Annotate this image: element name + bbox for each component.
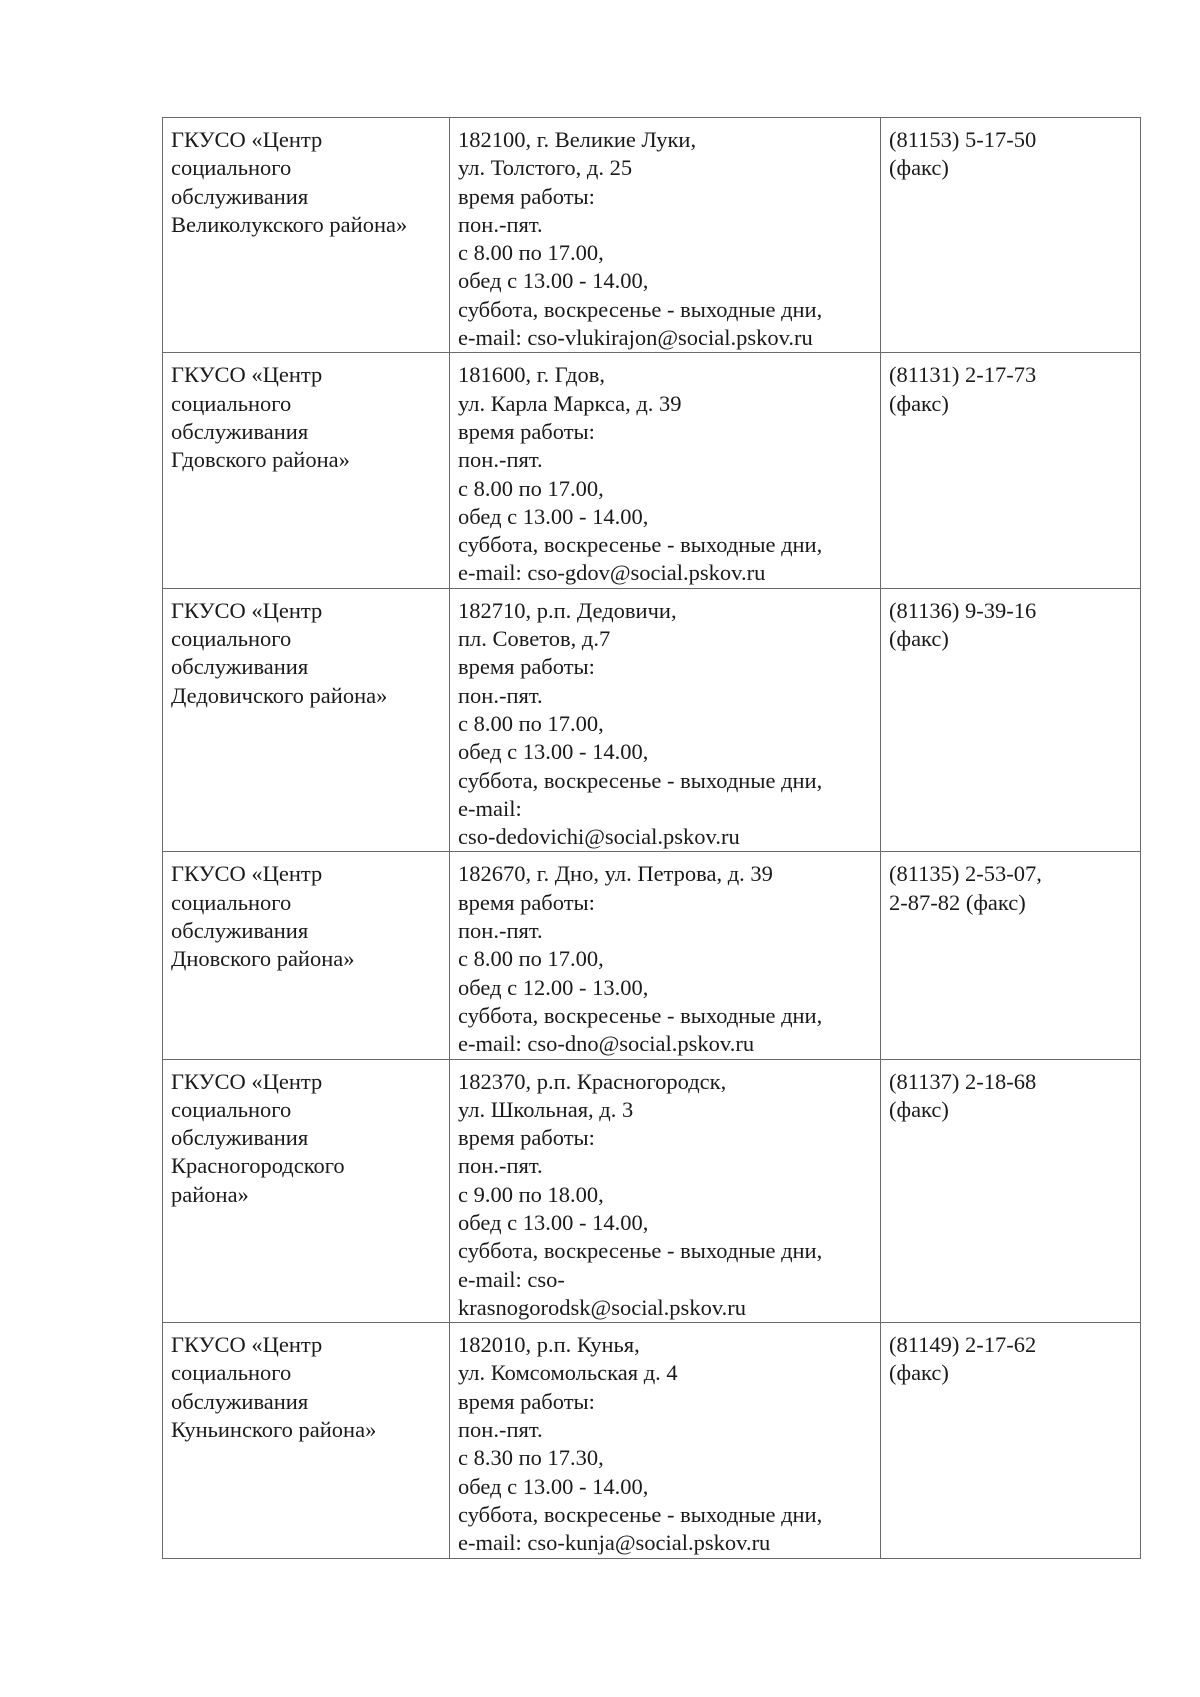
address-line: ул. Комсомольская д. 4 — [458, 1360, 678, 1386]
address-line: время работы: — [458, 418, 595, 444]
address-line: с 8.30 по 17.30, — [458, 1445, 604, 1471]
phone-cell — [881, 353, 1141, 588]
phone-line: (факс) — [889, 155, 949, 181]
organization-line: ГКУСО «Центр — [171, 1332, 323, 1358]
address-cell — [450, 1059, 881, 1323]
table-row — [163, 1059, 1141, 1323]
organization-line: социального — [171, 155, 292, 181]
phone-line: (факс) — [889, 1360, 949, 1386]
address-cell — [450, 588, 881, 852]
address-line: 182100, г. Великие Луки, — [458, 127, 697, 152]
organization-line: Куньинского района» — [171, 1417, 377, 1443]
organization-line: социального — [171, 1096, 292, 1122]
organization-line: социального — [171, 626, 292, 652]
address-line: 181600, г. Гдов, — [458, 362, 605, 388]
address-line: с 8.00 по 17.00, — [458, 710, 604, 736]
phone-cell — [881, 588, 1141, 852]
address-line: время работы: — [458, 1125, 595, 1151]
phone-line: (81149) 2-17-62 — [889, 1332, 1037, 1358]
address-line: пон.-пят. — [458, 1153, 543, 1179]
address-line: обед с 13.00 - 14.00, — [458, 503, 649, 529]
organization-line: Гдовского района» — [171, 447, 350, 473]
address-line: суббота, воскресенье - выходные дни, — [458, 767, 823, 793]
table-row — [163, 118, 1141, 353]
organization-line: социального — [171, 390, 292, 416]
organization-line: обслуживания — [171, 183, 309, 209]
phone-line: 2-87-82 (факс) — [889, 889, 1026, 915]
address-line: 182710, р.п. Дедовичи, — [458, 597, 677, 623]
organization-line: ГКУСО «Центр — [171, 362, 323, 388]
table-row — [163, 353, 1141, 588]
organization-line: ГКУСО «Центр — [171, 127, 323, 152]
phone-line: (факс) — [889, 1096, 949, 1122]
address-line: e-mail: cso- — [458, 1266, 565, 1292]
phone-line: (81153) 5-17-50 — [889, 127, 1037, 152]
address-cell — [450, 852, 881, 1059]
address-line: ул. Толстого, д. 25 — [458, 155, 633, 181]
organization-line: обслуживания — [171, 418, 309, 444]
phone-cell — [881, 852, 1141, 1059]
contacts-table-body — [163, 118, 1141, 1559]
address-line: суббота, воскресенье - выходные дни, — [458, 296, 823, 322]
address-line: обед с 13.00 - 14.00, — [458, 1209, 649, 1235]
address-line[interactable]: e-mail: cso-kunja@social.pskov.ru — [458, 1530, 771, 1556]
table-row — [163, 852, 1141, 1059]
organization-line: ГКУСО «Центр — [171, 597, 323, 623]
address-line: обед с 13.00 - 14.00, — [458, 268, 649, 294]
organization-cell — [163, 1059, 450, 1323]
address-line: время работы: — [458, 1388, 595, 1414]
phone-line: (81135) 2-53-07, — [889, 861, 1042, 887]
organization-line: Великолукского района» — [171, 211, 408, 237]
address-line: суббота, воскресенье - выходные дни, — [458, 1238, 823, 1264]
table-row — [163, 1323, 1141, 1558]
address-line: обед с 13.00 - 14.00, — [458, 739, 649, 765]
address-line: пон.-пят. — [458, 918, 543, 944]
organization-line: ГКУСО «Центр — [171, 861, 323, 887]
address-line: время работы: — [458, 654, 595, 680]
address-line: 182010, р.п. Кунья, — [458, 1332, 640, 1358]
organization-line: Дедовичского района» — [171, 682, 388, 708]
organization-line: Красногородского — [171, 1153, 345, 1179]
organization-line: обслуживания — [171, 1388, 309, 1414]
address-line[interactable]: e-mail: cso-dno@social.pskov.ru — [458, 1031, 755, 1057]
phone-cell — [881, 118, 1141, 353]
address-line: ул. Карла Маркса, д. 39 — [458, 390, 682, 416]
phone-cell — [881, 1323, 1141, 1558]
phone-line: (факс) — [889, 390, 949, 416]
address-line[interactable]: cso-dedovichi@social.pskov.ru — [458, 824, 740, 850]
address-line: время работы: — [458, 889, 595, 915]
address-line[interactable]: e-mail: cso-gdov@social.pskov.ru — [458, 560, 766, 586]
organization-line: социального — [171, 889, 292, 915]
address-line: e-mail: — [458, 795, 522, 821]
address-line: обед с 13.00 - 14.00, — [458, 1473, 649, 1499]
address-line: суббота, воскресенье - выходные дни, — [458, 532, 823, 558]
organization-line: ГКУСО «Центр — [171, 1068, 323, 1094]
address-line: 182670, г. Дно, ул. Петрова, д. 39 — [458, 861, 773, 887]
address-line: пон.-пят. — [458, 211, 543, 237]
organization-line: района» — [171, 1181, 249, 1207]
organization-cell — [163, 1323, 450, 1558]
address-cell — [450, 353, 881, 588]
organization-cell — [163, 353, 450, 588]
address-line: пон.-пят. — [458, 682, 543, 708]
organization-cell — [163, 588, 450, 852]
organization-line: Дновского района» — [171, 946, 355, 972]
address-cell — [450, 118, 881, 353]
address-line: пон.-пят. — [458, 1417, 543, 1443]
address-line: с 8.00 по 17.00, — [458, 475, 604, 501]
organization-cell — [163, 118, 450, 353]
address-line: пон.-пят. — [458, 447, 543, 473]
contacts-table — [162, 117, 1141, 1559]
address-line: обед с 12.00 - 13.00, — [458, 974, 649, 1000]
address-line: суббота, воскресенье - выходные дни, — [458, 1002, 823, 1028]
address-line: с 8.00 по 17.00, — [458, 240, 604, 266]
organization-line: обслуживания — [171, 654, 309, 680]
address-line: с 8.00 по 17.00, — [458, 946, 604, 972]
organization-line: социального — [171, 1360, 292, 1386]
phone-line: (81137) 2-18-68 — [889, 1068, 1037, 1094]
address-line: пл. Советов, д.7 — [458, 626, 611, 652]
phone-cell — [881, 1059, 1141, 1323]
table-row — [163, 588, 1141, 852]
address-line[interactable]: krasnogorodsk@social.pskov.ru — [458, 1294, 746, 1320]
address-line: с 9.00 по 18.00, — [458, 1181, 604, 1207]
address-line[interactable]: e-mail: cso-vlukirajon@social.pskov.ru — [458, 325, 813, 351]
phone-line: (факс) — [889, 626, 949, 652]
address-line: 182370, р.п. Красногородск, — [458, 1068, 727, 1094]
address-line: время работы: — [458, 183, 595, 209]
address-line: ул. Школьная, д. 3 — [458, 1096, 634, 1122]
organization-line: обслуживания — [171, 918, 309, 944]
phone-line: (81131) 2-17-73 — [889, 362, 1037, 388]
address-line: суббота, воскресенье - выходные дни, — [458, 1501, 823, 1527]
organization-line: обслуживания — [171, 1125, 309, 1151]
organization-cell — [163, 852, 450, 1059]
address-cell — [450, 1323, 881, 1558]
phone-line: (81136) 9-39-16 — [889, 597, 1037, 623]
